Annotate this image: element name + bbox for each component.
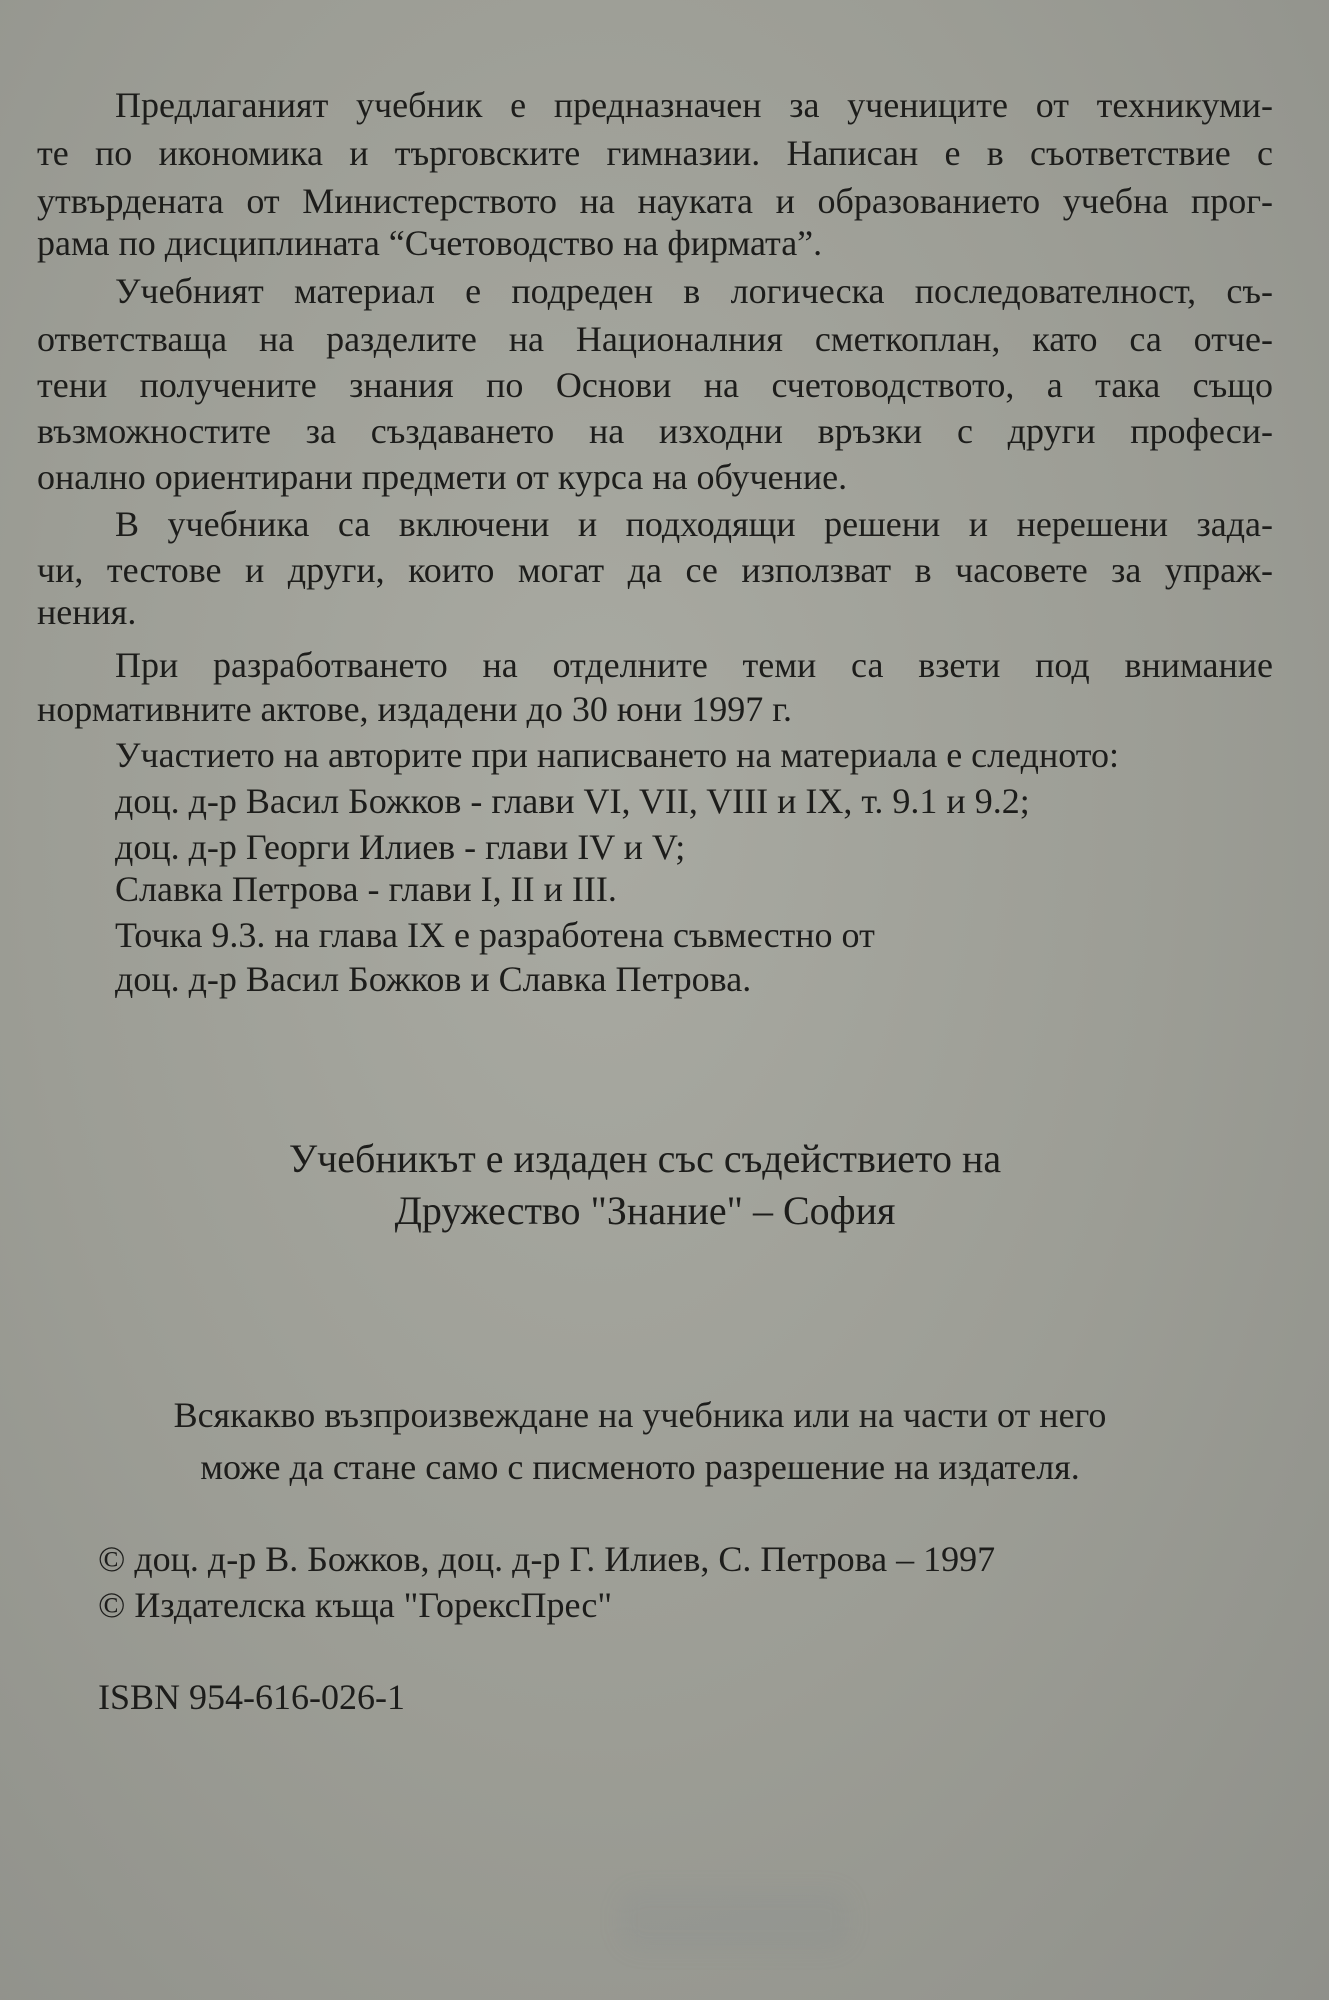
rights-line-1: Всякакво възпроизвеждане на учебника или на части от него — [173, 1395, 1107, 1435]
intro-p2-line-4: възможностите за създаването на изходни връзки с други професи- — [37, 411, 1273, 451]
show-through-smudge — [620, 1890, 850, 1950]
intro-p1-line-2: те по икономика и търговските гимназии. Написан е в съответствие с — [37, 133, 1273, 173]
intro-p3-line-2: чи, тестове и други, които могат да се използват в часовете за упраж- — [37, 550, 1273, 590]
sponsor-line-1: Учебникът е издаден със съдействието на — [288, 1136, 1002, 1181]
authors-line-4: Славка Петрова - глави I, II и III. — [115, 869, 617, 909]
intro-p2-line-1: Учебният материал е подреден в логическа последователност, съ- — [115, 271, 1273, 311]
authors-line-5: Точка 9.3. на глава IX е разработена съвместно от — [115, 915, 875, 955]
copyright-publisher: © Издателска къща "ГорексПрес" — [98, 1585, 613, 1625]
authors-line-3: доц. д-р Георги Илиев - глави IV и V; — [115, 827, 686, 867]
intro-p2-line-3: тени получените знания по Основи на счетоводството, а така също — [37, 365, 1273, 405]
sponsor-line-2: Дружество "Знание" – София — [394, 1188, 896, 1233]
authors-line-2: доц. д-р Васил Божков - глави VI, VII, VIII и IX, т. 9.1 и 9.2; — [115, 781, 1030, 821]
intro-p2-line-2: ответстваща на разделите на Националния сметкоплан, като са отче- — [37, 319, 1273, 359]
intro-p1-line-3: утвърдената от Министерството на науката и образованието учебна прог- — [37, 181, 1273, 221]
intro-p1-line-4: рама по дисциплината “Счетоводство на фирмата”. — [37, 223, 823, 263]
authors-line-6: доц. д-р Васил Божков и Славка Петрова. — [115, 959, 752, 999]
intro-p4-line-2: нормативните актове, издадени до 30 юни 1997 г. — [37, 689, 792, 729]
intro-p2-line-5: онално ориентирани предмети от курса на обучение. — [37, 457, 848, 497]
intro-p4-line-1: При разработването на отделните теми са взети под внимание — [115, 645, 1273, 685]
intro-p1-line-1: Предлаганият учебник е предназначен за учениците от техникуми- — [115, 85, 1273, 125]
isbn: ISBN 954-616-026-1 — [98, 1677, 405, 1717]
copyright-authors: © доц. д-р В. Божков, доц. д-р Г. Илиев, С. Петрова – 1997 — [98, 1539, 996, 1579]
intro-p3-line-3: нения. — [37, 592, 137, 632]
rights-line-2: може да стане само с писменото разрешение на издателя. — [200, 1447, 1080, 1487]
intro-p3-line-1: В учебника са включени и подходящи решени и нерешени зада- — [115, 504, 1273, 544]
authors-line-1: Участието на авторите при написването на материала е следното: — [115, 735, 1119, 775]
